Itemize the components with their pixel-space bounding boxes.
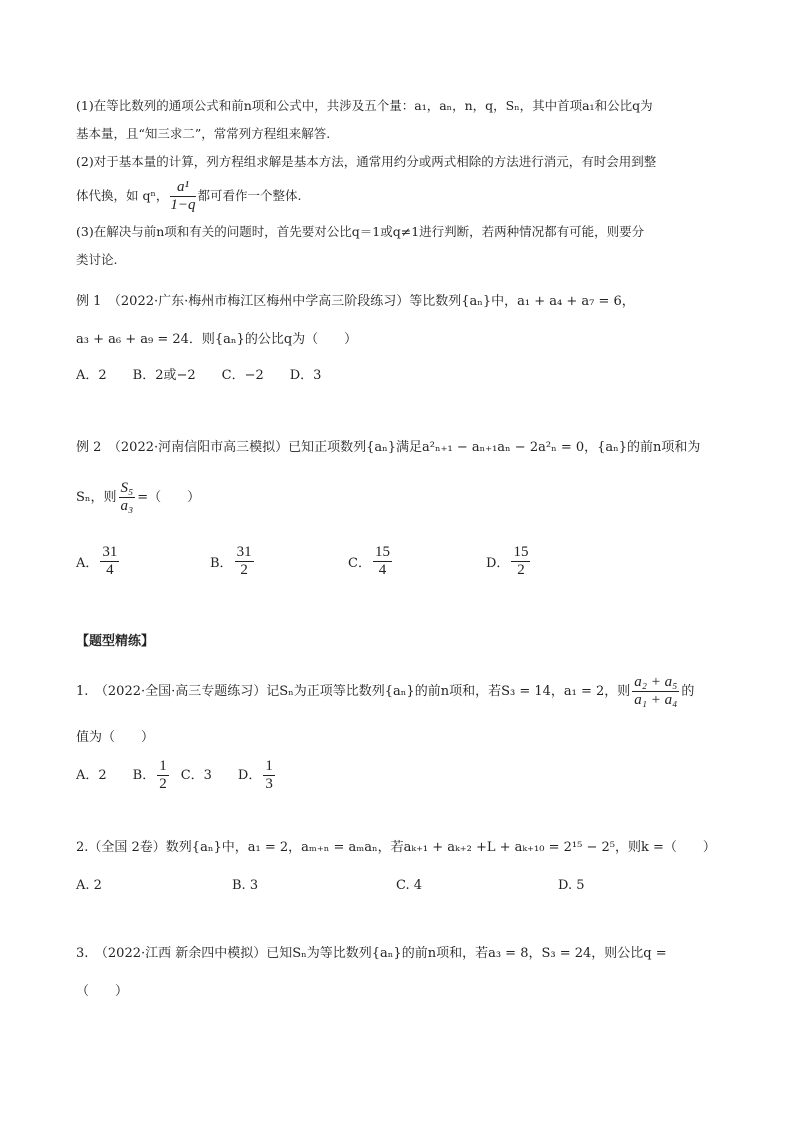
question-1-text-pre: 1. （2022·全国·高三专题练习）记Sₙ为正项等比数列{aₙ}的前n项和，若S₃ = 14，a₁ = 2，则 [76,684,631,699]
fraction-denominator: a₁ + a₄ [634,692,678,708]
example-2-option-d [486,544,532,579]
example-1-options: A．2 B．2或−2 C．−2 D．3 [76,368,322,383]
question-1-text-post: 的 [681,684,695,699]
note-1-line-2: 基本量，且“知三求二”，常常列方程组来解答. [76,126,331,141]
option-fraction [511,544,530,579]
fraction-denominator: 4 [106,562,114,578]
question-2-option-d: D. 5 [558,878,585,893]
options-ab: A．2 B． [76,768,156,783]
question-1-options [76,756,277,796]
fraction-numerator: a¹ [170,179,195,197]
question-3-line-1: 3. （2022·江西 新余四中模拟）已知Sₙ为等比数列{aₙ}的前n项和，若a₃ = 8，S₃ = 24，则公比q = [76,946,667,961]
example-2-option-c [348,544,394,579]
note-1-line-1: (1)在等比数列的通项公式和前n项和公式中，共涉及五个量：a₁，aₙ，n，q，Sₙ，其中首项a₁和公比q为 [76,98,653,113]
fraction-numerator: a₂ + a₅ [634,674,678,690]
fraction-numerator: 1 [265,758,273,774]
fraction-numerator: 15 [374,544,390,560]
note-2-fraction [170,179,195,214]
option-fraction [373,544,392,579]
example-2-text-post: =（ ） [137,490,201,505]
note-2-line-1: (2)对于基本量的计算，列方程组求解是基本方法，通常用约分或两式相除的方法进行消元，有时会用到整 [76,154,657,169]
option-label: C． [348,556,371,571]
option-label: D． [486,556,510,571]
example-2-line-1: 例 2 （2022·河南信阳市高三模拟）已知正项数列{aₙ}满足a²ₙ₊₁ − aₙ₊₁aₙ − 2a²ₙ = 0，{aₙ}的前n项和为 [76,440,701,455]
note-3-line-1: (3)在解决与前n项和有关的问题时，首先要对公比q＝1或q≠1进行判断，若两种情况都有可能，则要分 [76,224,645,239]
example-2-text-pre: Sₙ，则 [76,490,117,505]
note-3-line-2: 类讨论. [76,252,118,267]
fraction-denominator: 1−q [170,197,196,213]
option-label: A． [76,556,99,571]
fraction-denominator: 3 [265,776,273,792]
question-2-line-1: 2.（全国 2卷）数列{aₙ}中，a₁ = 2，aₘ₊ₙ = aₘaₙ，若aₖ₊₁ + aₖ₊₂ +L + aₖ₊₁₀ = 2¹⁵ − 2⁵，则k =（ ） [76,840,716,855]
example-1-line-2: a₃ + a₆ + a₉ = 24．则{aₙ}的公比q为（ ） [76,332,358,347]
fraction-denominator: 2 [159,776,167,792]
question-1-fraction [632,674,679,709]
fraction-numerator: S₅ [120,480,134,496]
example-2-fraction [119,480,136,515]
fraction-denominator: a₃ [120,498,134,514]
question-2-option-b: B. 3 [232,878,259,893]
option-b-fraction [157,758,169,793]
option-d-fraction [263,758,275,793]
option-fraction [100,544,119,579]
note-2-text-pre: 体代換，如 qⁿ， [76,188,169,203]
fraction-denominator: 4 [378,562,387,578]
option-label: B． [210,556,233,571]
example-2-line-2 [76,478,200,518]
question-3-line-2: （ ） [76,984,129,999]
question-2-option-a: A. 2 [76,878,102,893]
question-1-line-1 [76,672,694,712]
note-2-line-2 [76,176,302,216]
fraction-numerator: 31 [102,544,118,560]
fraction-numerator: 15 [513,544,529,560]
options-cd: C．3 D． [180,768,262,783]
option-fraction [235,544,254,579]
section-title: 【题型精练】 [76,634,155,649]
example-1-line-1: 例 1 （2022·广东·梅州市梅江区梅州中学高三阶段练习）等比数列{aₙ}中，a₁ + a₄ + a₇ = 6， [76,294,635,309]
example-2-option-a [76,544,121,579]
fraction-denominator: 2 [240,562,248,578]
example-2-option-b [210,544,256,579]
note-2-text-post: 都可看作一个整体. [197,188,302,203]
fraction-numerator: 31 [236,544,252,560]
question-1-line-2: 值为（ ） [76,730,155,745]
question-2-option-c: C. 4 [396,878,423,893]
fraction-denominator: 2 [517,562,525,578]
fraction-numerator: 1 [159,758,167,774]
